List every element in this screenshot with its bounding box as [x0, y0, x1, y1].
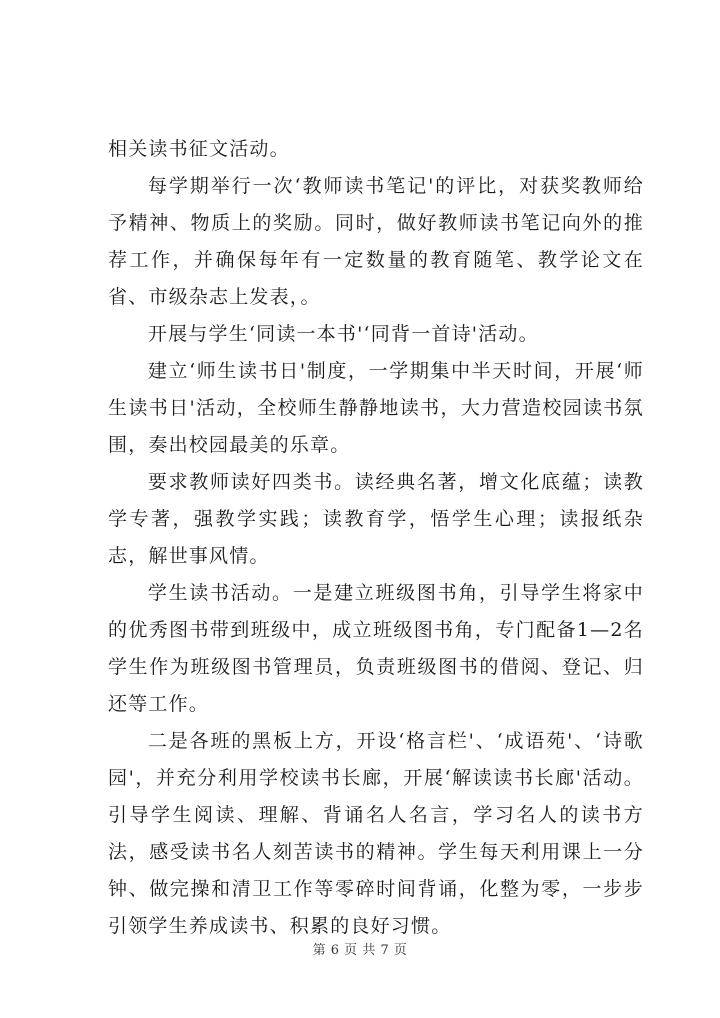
paragraph-four-books: 要求教师读好四类书。读经典名著，增文化底蕴；读教学专著，强教学实践；读教育学，悟学生心理；读报纸杂志，解世事风情。: [108, 471, 644, 567]
page-body: [108, 131, 644, 945]
paragraph-reading-day: 建立‘师生读书日'制度，一学期集中半天时间，开展‘师生读书日'活动，全校师生静静地读书，大力营造校园读书氛围，奏出校园最美的乐章。: [108, 360, 644, 456]
paragraph-continuation: 相关读书征文活动。: [108, 138, 290, 160]
paragraph-blackboard: 二是各班的黑板上方，开设‘格言栏'、‘成语苑'、‘诗歌园'，并充分利用学校读书长廊，开展‘解读读书长廊'活动。引导学生阅读、理解、背诵名人名言，学习名人的读书方法，感受读书名人刻苦读书的精神。学生每天利用课上一分钟、做完操和清卫工作等零碎时间背诵，化整为零，一步步引领学生养成读书、积累的良好习惯。: [108, 730, 644, 937]
paragraph-teacher-notes: 每学期举行一次‘教师读书笔记'的评比，对获奖教师给予精神、物质上的奖励。同时，做好教师读书笔记向外的推荐工作，并确保每年有一定数量的教育随笔、教学论文在省、市级杂志上发表，。: [108, 175, 644, 308]
paragraph-read-with-students: 开展与学生‘同读一本书'‘同背一首诗'活动。: [147, 323, 539, 345]
page-number-footer: 第 6 页 共 7 页: [312, 943, 408, 958]
paragraph-student-reading: 学生读书活动。一是建立班级图书角，引导学生将家中的优秀图书带到班级中，成立班级图书角，专门配备1—2名学生作为班级图书管理员，负责班级图书的借阅、登记、归还等工作。: [108, 582, 644, 715]
